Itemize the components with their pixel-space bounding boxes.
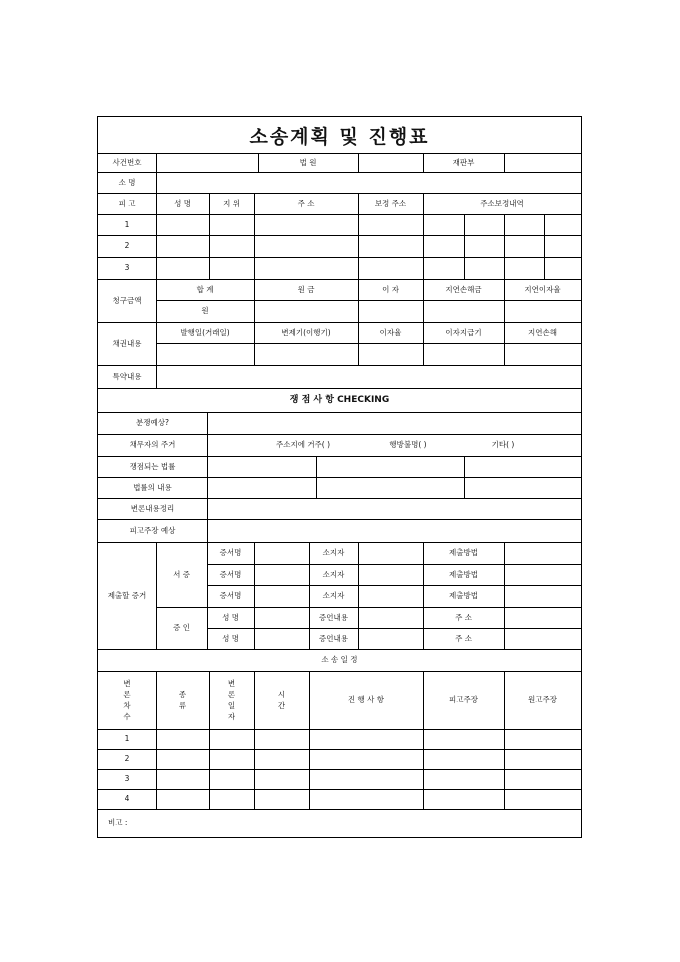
time-header-char: 시: [277, 689, 286, 699]
schedule-row-number: 2: [124, 754, 130, 764]
round-header-char: 차: [123, 701, 131, 710]
round-header-char: 수: [123, 712, 131, 722]
defendant-position-header: 지 위: [223, 198, 240, 208]
h-rule: [98, 749, 581, 750]
principal-header: 원 금: [297, 284, 315, 294]
v-rule: [156, 172, 157, 193]
witness-name-label: 성 명: [222, 612, 239, 622]
v-rule: [358, 542, 359, 649]
holder-label: 소지자: [322, 591, 345, 601]
checking-title: 쟁 점 사 항 CHECKING: [289, 394, 390, 405]
schedule-row-number: 3: [124, 774, 130, 784]
h-rule: [98, 172, 581, 173]
h-rule: [156, 343, 581, 344]
page-title: 소송계획 및 진행표: [249, 125, 430, 148]
round-header: [98, 671, 156, 729]
residence-option-other: 기타( ): [491, 440, 515, 450]
schedule-title: 소 송 일 정: [321, 655, 358, 665]
schedule-row-number: 4: [124, 794, 130, 804]
v-rule: [358, 153, 359, 172]
residence-option-address: 주소지에 거주( ): [275, 440, 331, 450]
dispute-label: 분쟁예상?: [136, 418, 169, 428]
defendant-label: 피 고: [118, 198, 136, 208]
time-header: [254, 671, 309, 729]
witness-name-label: 성 명: [222, 633, 239, 643]
v-rule: [464, 456, 465, 498]
bond-content-label: 채권내용: [112, 338, 142, 348]
law-content-label: 법률의 내용: [133, 482, 172, 492]
complaint-label: 소 명: [118, 177, 136, 187]
court-label: 법 원: [299, 157, 317, 167]
progress-header: 진 행 사 항: [347, 695, 385, 705]
h-rule: [98, 729, 581, 730]
residence-option-unknown: 행방불명( ): [389, 440, 427, 450]
v-rule: [504, 153, 505, 172]
h-rule: [207, 585, 581, 586]
round-header-char: 변: [123, 678, 131, 688]
v-rule: [464, 214, 465, 279]
witness-label: 증 인: [173, 623, 190, 633]
testimony-label: 증언내용: [319, 633, 348, 643]
interest-header: 이 자: [382, 284, 399, 294]
submit-method-label: 제출방법: [449, 591, 478, 601]
late-damage-header: 지연손해: [528, 327, 557, 337]
claim-total-header: 합 계: [196, 284, 214, 294]
type-header-char: 류: [178, 701, 187, 710]
defendant-row-number: 3: [124, 263, 130, 273]
defendant-address-header: 주 소: [297, 198, 315, 208]
claim-total-unit: 원: [201, 306, 209, 316]
h-rule: [98, 365, 581, 366]
submit-method-label: 제출방법: [449, 548, 478, 558]
late-damages-header: 지연손해금: [445, 284, 482, 294]
special-terms-label: 특약내용: [112, 371, 142, 381]
residence-label: 채무자의 주거: [129, 440, 176, 450]
document-name-label: 증서명: [219, 569, 242, 579]
witness-address-label: 주 소: [455, 612, 472, 622]
type-header: [156, 671, 209, 729]
remarks-label: 비고 :: [108, 818, 128, 828]
submit-method-label: 제출방법: [449, 569, 478, 579]
v-rule: [156, 365, 157, 388]
v-rule: [207, 412, 208, 542]
document-name-label: 증서명: [219, 591, 242, 601]
h-rule: [98, 214, 581, 215]
holder-label: 소지자: [322, 548, 345, 558]
defendant-claim-header: 피고주장: [449, 695, 478, 705]
h-rule: [207, 564, 581, 565]
division-label: 재판부: [452, 157, 475, 167]
evidence-label: 제출할 증거: [107, 590, 147, 600]
rate-header: 이자율: [379, 327, 402, 337]
issue-law-label: 쟁점되는 법률: [129, 461, 176, 471]
corrected-address-header: 보정 주소: [374, 198, 407, 208]
claim-amount-label: 청구금액: [112, 295, 142, 305]
witness-address-label: 주 소: [455, 633, 472, 643]
plaintiff-claim-header: 원고주장: [528, 695, 557, 705]
issue-date-header: 발행일(거래일): [180, 327, 230, 337]
case-number-label: 사건번호: [112, 157, 142, 167]
v-rule: [316, 456, 317, 498]
v-rule: [156, 153, 157, 172]
time-header-char: 간: [277, 701, 286, 710]
testimony-label: 증언내용: [319, 612, 348, 622]
h-rule: [98, 769, 581, 770]
date-header-char: 변: [227, 678, 236, 688]
v-rule: [544, 214, 545, 279]
date-header-char: 론: [227, 689, 236, 699]
address-correction-header: 주소보정내역: [480, 198, 524, 208]
h-rule: [98, 257, 581, 258]
v-rule: [504, 214, 505, 279]
defendant-row-number: 1: [124, 219, 130, 229]
defendant-row-number: 2: [124, 241, 130, 251]
h-rule: [98, 789, 581, 790]
document-name-label: 증서명: [219, 548, 242, 558]
h-rule: [98, 235, 581, 236]
defendant-name-header: 성 명: [174, 198, 191, 208]
documentary-evidence-label: 서 증: [173, 569, 190, 579]
round-header-char: 론: [123, 689, 131, 699]
holder-label: 소지자: [322, 569, 345, 579]
payment-date-header: 이자지급기: [445, 327, 482, 337]
due-date-header: 변제기(이행기): [281, 327, 331, 337]
date-header: [209, 671, 254, 729]
v-rule: [504, 542, 505, 649]
defendant-claim-label: 피고주장 예상: [129, 525, 176, 535]
litigation-plan-form: [97, 116, 582, 838]
date-header-char: 일: [227, 701, 236, 710]
date-header-char: 자: [227, 712, 236, 722]
argument-summary-label: 변론내용정리: [130, 503, 175, 513]
v-rule: [254, 542, 255, 649]
type-header-char: 종: [178, 689, 187, 699]
h-rule: [207, 628, 581, 629]
schedule-row-number: 1: [124, 734, 130, 744]
late-rate-header: 지연이자율: [524, 284, 561, 294]
